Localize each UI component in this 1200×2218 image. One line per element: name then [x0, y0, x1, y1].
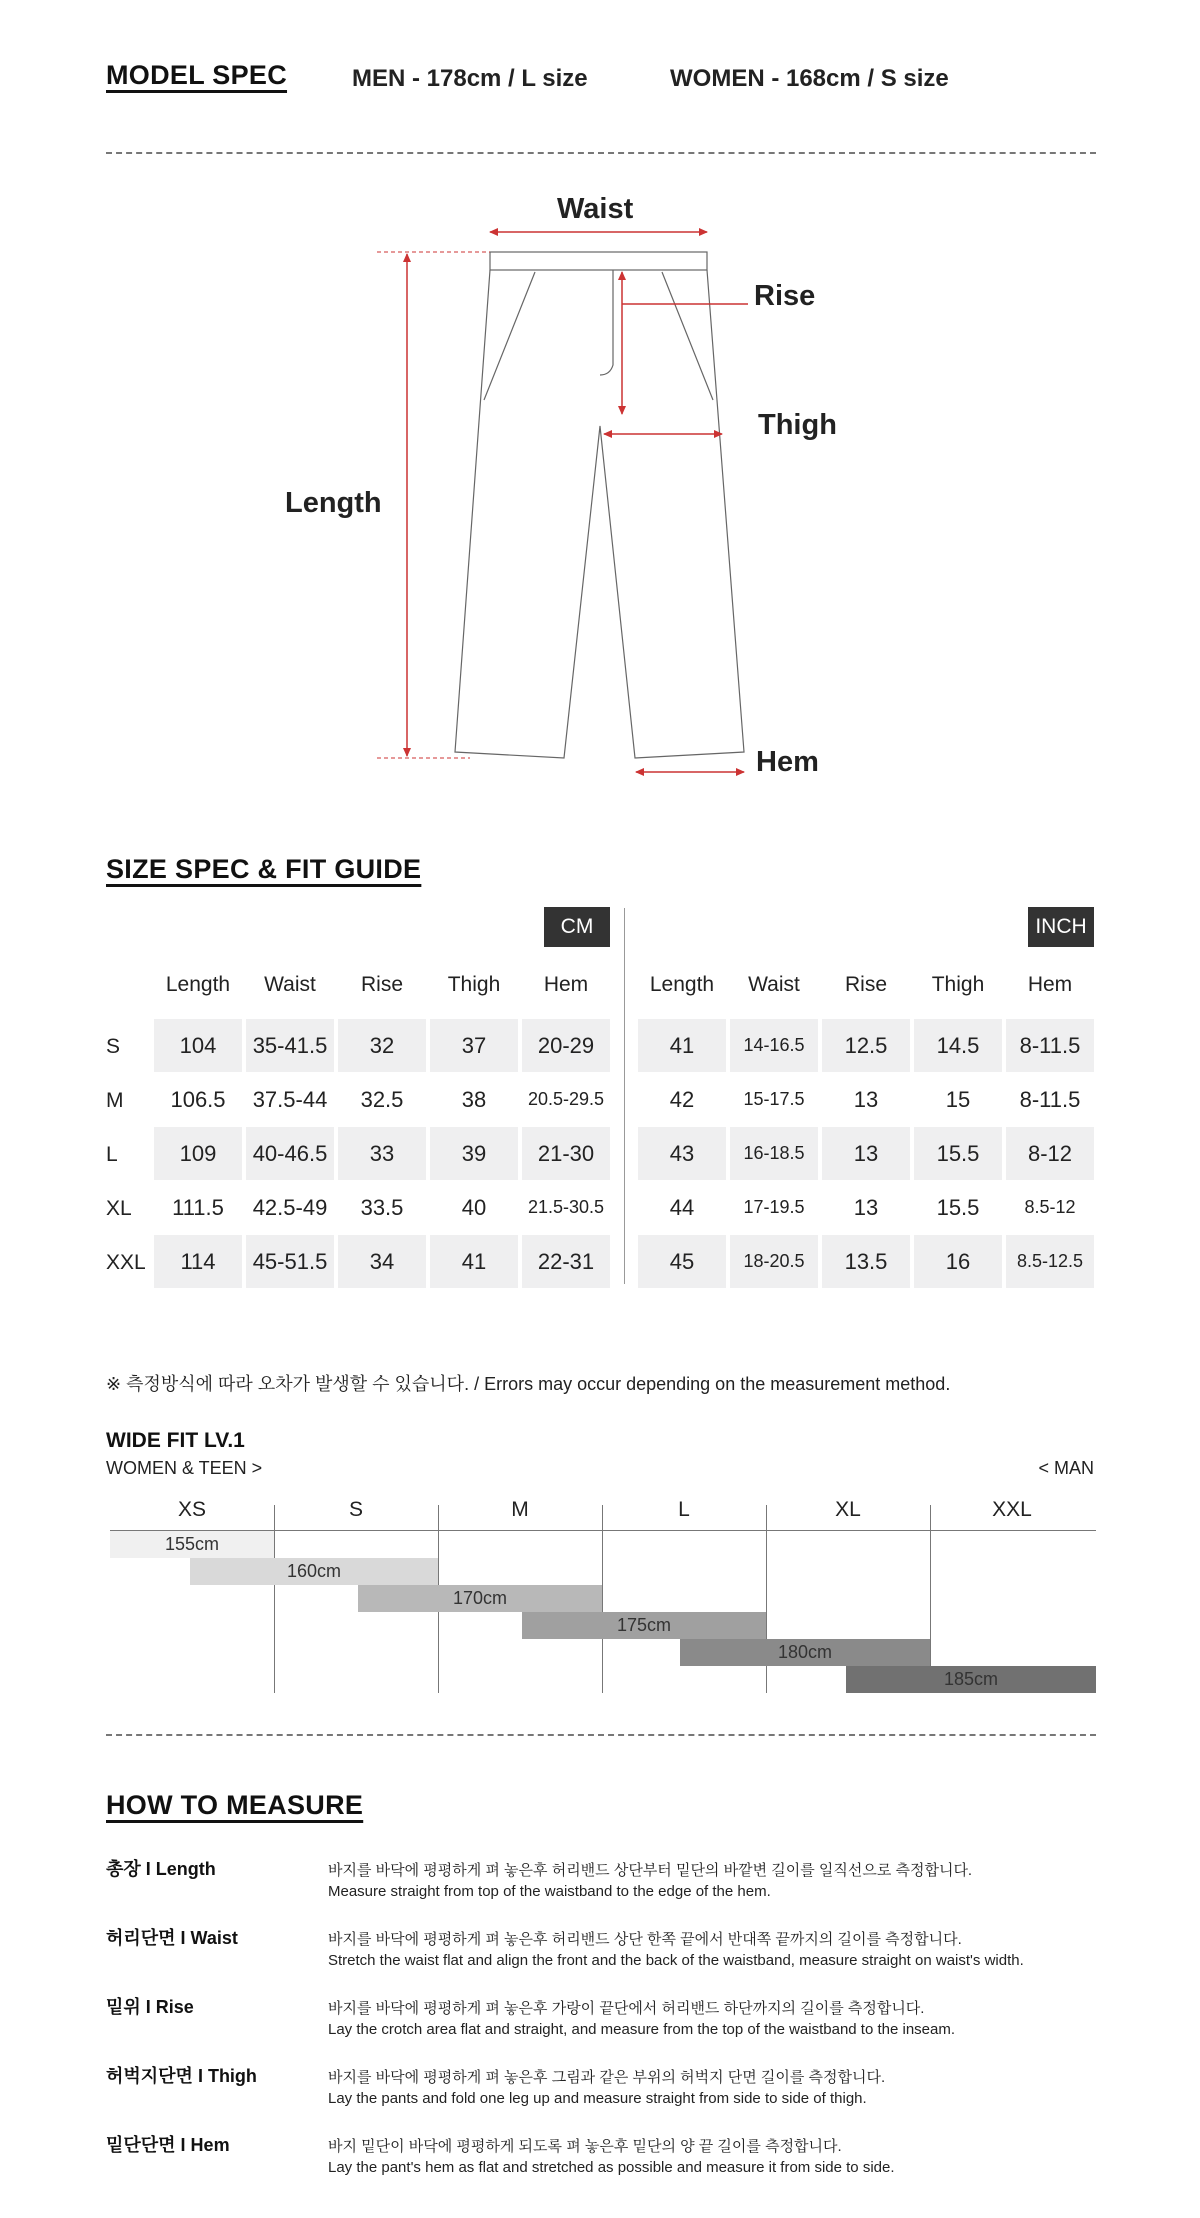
- fit-right-label: < MAN: [1038, 1458, 1094, 1478]
- diagram-label-waist: Waist: [557, 193, 634, 225]
- inch-cell: 15.5: [914, 1127, 1002, 1180]
- measure-desc-ko: 바지를 바닥에 평평하게 펴 놓은후 허리밴드 상단 한쪽 끝에서 반대쪽 끝까지의 길이를 측정합니다.: [328, 1931, 962, 1948]
- fit-height-bar-170: 170cm: [358, 1585, 602, 1612]
- row-label-l: L: [106, 1143, 118, 1166]
- fit-height-bar-155: 155cm: [110, 1531, 274, 1558]
- fit-height-bar-185: 185cm: [846, 1666, 1096, 1693]
- cm-cell: 32.5: [360, 1087, 404, 1112]
- inch-col-hem: Hem: [1027, 973, 1073, 996]
- divider-dashed-bottom: [106, 1734, 1096, 1736]
- cm-cell: 32: [338, 1019, 426, 1072]
- inch-cell: 42: [669, 1087, 695, 1112]
- inch-cell: 43: [638, 1127, 726, 1180]
- measure-desc-ko: 바지를 바닥에 평평하게 펴 놓은후 그림과 같은 부위의 허벅지 단면 길이를 측정합니다.: [328, 2069, 886, 2086]
- fit-size-s: S: [348, 1498, 363, 1521]
- model-spec-title: MODEL SPEC: [106, 60, 288, 90]
- fit-grid-line: [602, 1505, 603, 1693]
- inch-cell: 8.5-12.5: [1006, 1235, 1094, 1288]
- inch-cell: 45: [638, 1235, 726, 1288]
- inch-cell: 13: [853, 1195, 879, 1220]
- inch-badge: INCH: [1028, 907, 1094, 947]
- inch-cell: 15.5: [936, 1195, 980, 1220]
- fit-height-bar-180: 180cm: [680, 1639, 930, 1666]
- measure-label-hem: 밑단단면 I Hem: [106, 2135, 230, 2155]
- diagram-label-rise: Rise: [754, 280, 816, 312]
- cm-cell: 37: [430, 1019, 518, 1072]
- fit-size-xs: XS: [177, 1498, 206, 1521]
- cm-cell: 35-41.5: [246, 1019, 334, 1072]
- cm-col-thigh: Thigh: [447, 973, 501, 996]
- measure-desc-ko: 바지를 바닥에 평평하게 펴 놓은후 허리밴드 상단부터 밑단의 바깥변 길이를 일직선으로 측정합니다.: [328, 1862, 973, 1879]
- fit-grid-line: [930, 1505, 931, 1693]
- fit-size-l: L: [678, 1498, 690, 1521]
- measure-desc-en: Stretch the waist flat and align the front and the back of the waistband, measure straight on waist's width.: [328, 1952, 1024, 1969]
- cm-cell: 114: [154, 1235, 242, 1288]
- inch-cell: 16-18.5: [730, 1127, 818, 1180]
- inch-cell: 15: [945, 1087, 971, 1112]
- cm-cell: 111.5: [172, 1195, 224, 1220]
- inch-cell: 41: [638, 1019, 726, 1072]
- inch-cell: 16: [914, 1235, 1002, 1288]
- fit-height-bar-175: 175cm: [522, 1612, 766, 1639]
- cm-cell: 22-31: [522, 1235, 610, 1288]
- fit-title: WIDE FIT LV.1: [106, 1429, 245, 1452]
- inch-cell: 13: [822, 1127, 910, 1180]
- cm-cell: 109: [154, 1127, 242, 1180]
- model-spec-men: MEN - 178cm / L size: [352, 65, 588, 92]
- inch-col-length: Length: [649, 973, 715, 996]
- cm-col-rise: Rise: [360, 973, 403, 996]
- inch-col-rise: Rise: [844, 973, 887, 996]
- measure-desc-en: Lay the pants and fold one leg up and measure straight from side to side of thigh.: [328, 2090, 867, 2107]
- cm-cell: 40: [461, 1195, 487, 1220]
- measure-label-rise: 밑위 I Rise: [106, 1997, 194, 2017]
- cm-col-hem: Hem: [543, 973, 589, 996]
- inch-cell: 14.5: [914, 1019, 1002, 1072]
- measure-desc-ko: 바지를 바닥에 평평하게 펴 놓은후 가랑이 끝단에서 허리밴드 하단까지의 길이를 측정합니다.: [328, 2000, 925, 2017]
- fit-grid-line: [274, 1505, 275, 1693]
- inch-cell: 44: [669, 1195, 695, 1220]
- inch-cell: 18-20.5: [730, 1235, 818, 1288]
- row-label-s: S: [106, 1035, 121, 1058]
- inch-col-waist: Waist: [748, 973, 800, 996]
- pants-outline: [455, 252, 744, 758]
- fit-size-m: M: [511, 1498, 529, 1521]
- cm-cell: 38: [461, 1087, 487, 1112]
- row-label-xxl: XXL: [106, 1251, 146, 1274]
- diagram-label-thigh: Thigh: [758, 409, 837, 441]
- size-spec-title: SIZE SPEC & FIT GUIDE: [106, 854, 422, 884]
- measure-label-waist: 허리단면 I Waist: [106, 1928, 238, 1948]
- inch-cell: 8-11.5: [1006, 1019, 1094, 1072]
- measure-label-length: 총장 I Length: [106, 1859, 216, 1879]
- measure-label-thigh: 허벅지단면 I Thigh: [106, 2066, 257, 2086]
- inch-cell: 12.5: [822, 1019, 910, 1072]
- cm-cell: 42.5-49: [252, 1195, 328, 1220]
- table-divider: [624, 908, 625, 1284]
- measure-desc-en: Lay the crotch area flat and straight, and measure from the top of the waistband to the inseam.: [328, 2021, 956, 2038]
- cm-cell: 40-46.5: [246, 1127, 334, 1180]
- inch-cell: 8-11.5: [1019, 1087, 1081, 1112]
- cm-col-waist: Waist: [264, 973, 316, 996]
- cm-cell: 21.5-30.5: [527, 1197, 605, 1217]
- cm-cell: 33.5: [360, 1195, 404, 1220]
- cm-cell: 21-30: [522, 1127, 610, 1180]
- pants-diagram: [0, 0, 1200, 820]
- cm-cell: 33: [338, 1127, 426, 1180]
- measure-desc-en: Lay the pant's hem as flat and stretched as possible and measure it from side to side.: [328, 2159, 895, 2176]
- cm-cell: 45-51.5: [246, 1235, 334, 1288]
- cm-cell: 20.5-29.5: [527, 1089, 605, 1109]
- inch-cell: 14-16.5: [730, 1019, 818, 1072]
- cm-cell: 39: [430, 1127, 518, 1180]
- row-label-xl: XL: [106, 1197, 132, 1220]
- inch-cell: 8-12: [1006, 1127, 1094, 1180]
- inch-cell: 8.5-12: [1024, 1197, 1076, 1217]
- fit-size-xl: XL: [835, 1498, 861, 1521]
- cm-cell: 20-29: [522, 1019, 610, 1072]
- inch-cell: 13.5: [822, 1235, 910, 1288]
- measure-desc-en: Measure straight from top of the waistband to the edge of the hem.: [328, 1883, 771, 1900]
- measure-desc-ko: 바지 밑단이 바닥에 평평하게 되도록 펴 놓은후 밑단의 양 끝 길이를 측정합니다.: [328, 2138, 842, 2155]
- cm-cell: 106.5: [170, 1087, 226, 1112]
- cm-col-length: Length: [165, 973, 231, 996]
- fit-size-xxl: XXL: [992, 1498, 1032, 1521]
- fit-height-bar-160: 160cm: [190, 1558, 438, 1585]
- cm-cell: 104: [154, 1019, 242, 1072]
- row-label-m: M: [106, 1089, 124, 1112]
- measurement-note: ※ 측정방식에 따라 오차가 발생할 수 있습니다. / Errors may occur depending on the measurement method.: [106, 1374, 951, 1394]
- how-to-measure-title: HOW TO MEASURE: [106, 1790, 364, 1820]
- model-spec-women: WOMEN - 168cm / S size: [670, 65, 949, 92]
- inch-col-thigh: Thigh: [931, 973, 985, 996]
- cm-cell: 37.5-44: [252, 1087, 328, 1112]
- diagram-label-hem: Hem: [756, 746, 819, 778]
- inch-cell: 13: [853, 1087, 879, 1112]
- cm-badge: CM: [544, 907, 610, 947]
- fit-left-label: WOMEN & TEEN >: [106, 1458, 263, 1478]
- cm-cell: 34: [338, 1235, 426, 1288]
- cm-cell: 41: [430, 1235, 518, 1288]
- inch-cell: 17-19.5: [743, 1197, 805, 1217]
- diagram-label-length: Length: [285, 487, 382, 519]
- inch-cell: 15-17.5: [743, 1089, 805, 1109]
